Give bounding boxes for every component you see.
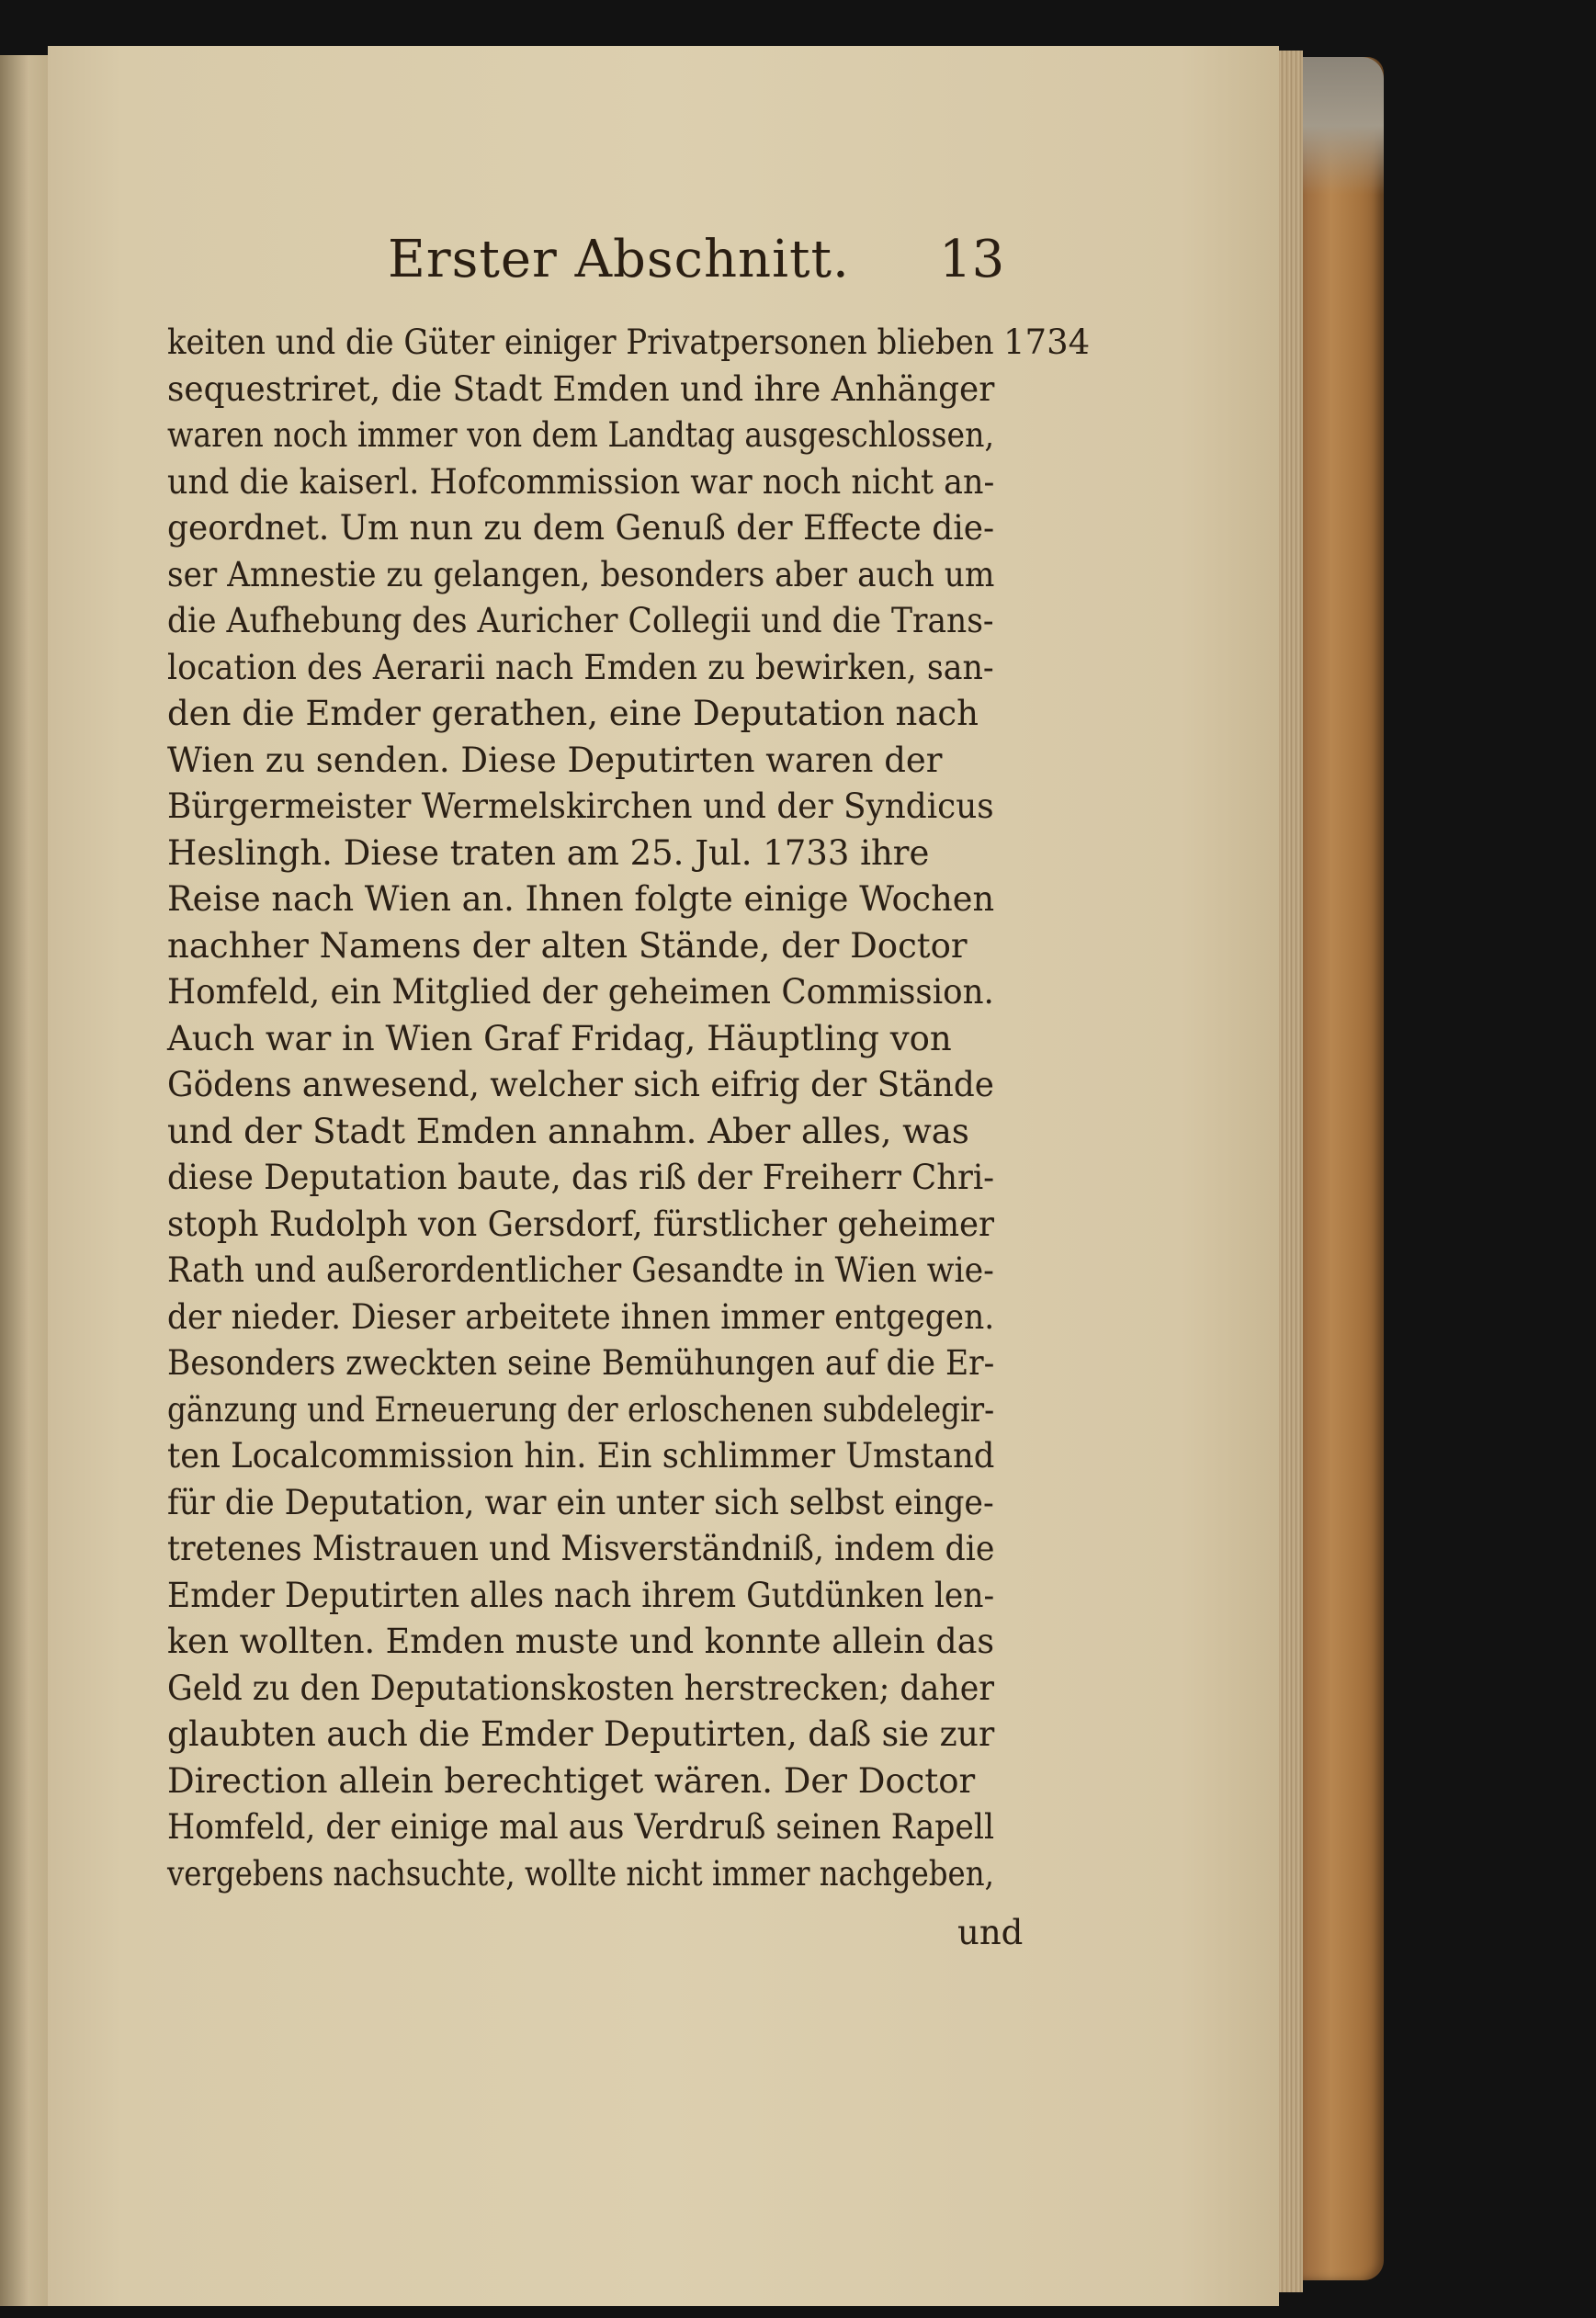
text-line: Heslingh. Diese traten am 25. Jul. 1733 ihre: [167, 832, 930, 873]
text-line: Besonders zweckten seine Bemühungen auf die Er-: [167, 1343, 995, 1383]
text-line: ken wollten. Emden muste und konnte allein das: [167, 1622, 995, 1661]
book-cover-top: [1303, 57, 1384, 195]
text-line: Wien zu senden. Diese Deputirten waren der: [167, 740, 943, 780]
margin-year-note: 1734: [1003, 322, 1091, 362]
book-cover: [1303, 57, 1384, 2280]
text-line: location des Aerarii nach Emden zu bewirken, san-: [167, 647, 994, 687]
text-line: keiten und die Güter einiger Privatpersonen blieben: [167, 322, 994, 362]
text-line: Rath und außerordentlicher Gesandte in Wien wie-: [167, 1250, 994, 1290]
text-line: Auch war in Wien Graf Fridag, Häuptling von: [167, 1018, 952, 1058]
text-line: der nieder. Dieser arbeitete ihnen immer entgegen.: [167, 1296, 995, 1337]
book-page: [48, 46, 1279, 2306]
text-line: geordnet. Um nun zu dem Genuß der Effecte die-: [167, 508, 995, 548]
text-line: vergebens nachsuchte, wollte nicht immer nachgeben,: [167, 1853, 994, 1894]
running-head: Erster Abschnitt.: [388, 230, 850, 289]
text-line: ser Amnestie zu gelangen, besonders aber auch um: [167, 554, 995, 594]
text-line: Homfeld, der einige mal aus Verdruß seinen Rapell: [167, 1807, 995, 1847]
text-line: sequestriret, die Stadt Emden und ihre Anhänger: [167, 368, 995, 409]
text-line: Geld zu den Deputationskosten herstrecken; daher: [167, 1668, 994, 1708]
text-line: Homfeld, ein Mitglied der geheimen Commission.: [167, 972, 994, 1012]
page-number: 13: [939, 230, 1005, 289]
text-line: die Aufhebung des Auricher Collegii und die Trans-: [167, 601, 994, 640]
text-line: gänzung und Erneuerung der erloschenen subdelegir-: [167, 1389, 995, 1430]
text-line: den die Emder gerathen, eine Deputation nach: [167, 694, 979, 733]
text-line: tretenes Mistrauen und Misverständniß, indem die: [167, 1529, 995, 1568]
text-line: diese Deputation baute, das riß der Freiherr Chri-: [167, 1158, 995, 1197]
text-line: und der Stadt Emden annahm. Aber alles, was: [167, 1111, 969, 1151]
text-line: glaubten auch die Emder Deputirten, daß sie zur: [167, 1714, 995, 1754]
text-line: für die Deputation, war ein unter sich selbst einge-: [167, 1482, 994, 1522]
page-edges: [1279, 51, 1303, 2292]
text-line: Reise nach Wien an. Ihnen folgte einige Wochen: [167, 879, 995, 919]
text-line: und die kaiserl. Hofcommission war noch nicht an-: [167, 461, 995, 502]
text-line: Gödens anwesend, welcher sich eifrig der Stände: [167, 1065, 994, 1104]
text-line: stoph Rudolph von Gersdorf, fürstlicher geheimer: [167, 1204, 995, 1244]
text-line: nachher Namens der alten Stände, der Doctor: [167, 925, 968, 966]
text-line: Direction allein berechtiget wären. Der Doctor: [167, 1760, 976, 1801]
left-page-edge: [0, 55, 50, 2306]
text-line: Emder Deputirten alles nach ihrem Gutdünken len-: [167, 1575, 995, 1615]
catchword: und: [957, 1913, 1024, 1952]
text-line: ten Localcommission hin. Ein schlimmer Umstand: [167, 1436, 995, 1476]
text-line: Bürgermeister Wermelskirchen und der Syndicus: [167, 786, 994, 826]
text-line: waren noch immer von dem Landtag ausgeschlossen,: [167, 415, 994, 455]
page-header: [388, 230, 1013, 303]
